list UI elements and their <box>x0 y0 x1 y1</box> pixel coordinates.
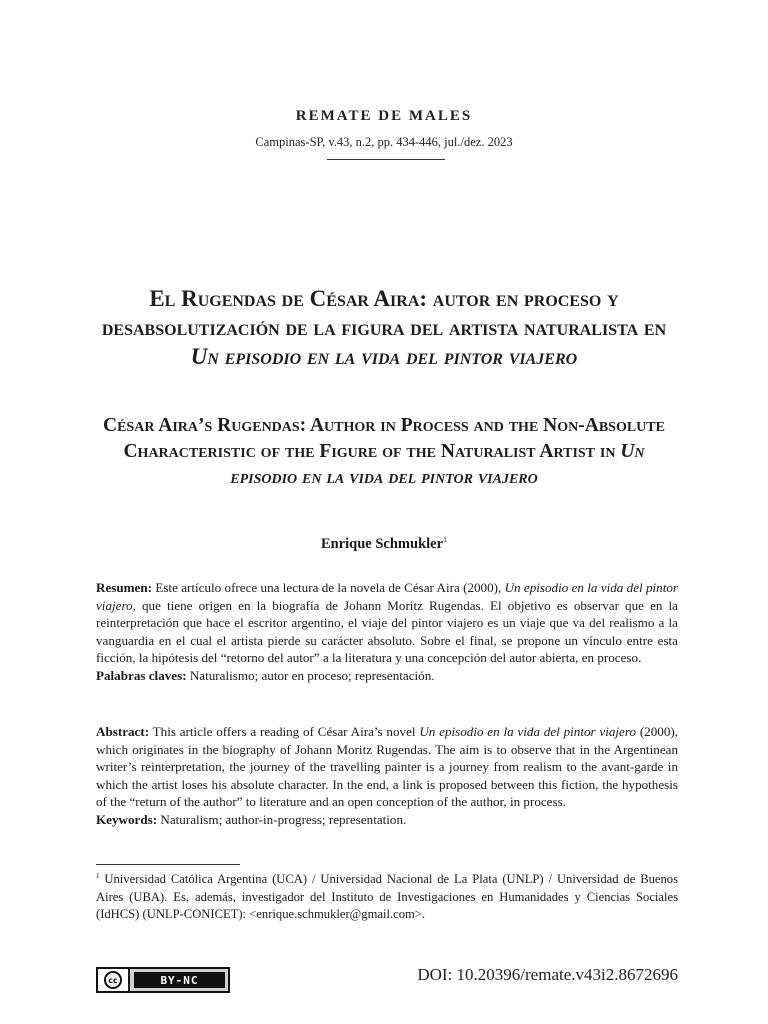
author-name <box>0 535 768 553</box>
issue-info: Campinas-SP, v.43, n.2, pp. 434-446, jul./dez. 2023 <box>255 135 513 149</box>
abstract-keywords-label: Keywords: <box>96 811 158 827</box>
journal-name: REMATE DE MALES <box>295 108 473 124</box>
abstract-text-1: This article offers a reading of César Aira’s novel <box>149 724 420 739</box>
resumen-keywords-text: Naturalismo; autor en proceso; representación. <box>186 667 435 683</box>
header-divider <box>327 159 445 160</box>
footnote-text: Universidad Católica Argentina (UCA) / Universidad Nacional de La Plata (UNLP) / Universidad de Buenos Aires (UBA). Es, además, investigador del Instituto de Investigaciones en Humanidades y Ciencias Sociales (IdHCS) (UNLP-CONICET): <enrique.schmukler@gmail.com>. <box>96 872 678 922</box>
resumen-keywords-label: Palabras claves: <box>96 667 187 683</box>
resumen-text-2: , que tiene origen en la biografía de Johann Moritz Rugendas. El objetivo es observar que en la reinterpretación que hace el escritor argentino, el viaje del pintor viajero es un viaje que va del realismo a la vanguardia en el cual el artista pierde su carácter absoluto. Sobre el final, se propone un vínculo entre esta ficción, la hipótesis del “retorno del autor” a la literatura y una concepción del autor abierta, en proceso. <box>96 597 678 666</box>
resumen-text-1: Este artículo ofrece una lectura de la novela de César Aira (2000), <box>152 580 505 595</box>
title-english-italic: Un episodio en la vida del pintor viajero <box>230 441 645 488</box>
abstract-keywords-text: Naturalism; author-in-progress; representation. <box>157 811 407 827</box>
author-footnote-mark[interactable]: 1 <box>443 535 448 544</box>
abstract-label: Abstract: <box>96 724 150 739</box>
abstract-section <box>96 723 678 829</box>
resumen-section <box>96 579 678 685</box>
abstract-text-2: (2000), which originates in the biography of Johann Moritz Rugendas. The aim is to observe that in the Argentinean writer’s reinterpretation, the journey of the travelling painter is a journey from realism to the avant-garde in which the artist loses his absolute character. In the end, a link is proposed between this fiction, the hypothesis of the “return of the author” to literature and an open conception of the author, in process. <box>96 724 678 810</box>
title-english-text: César Aira’s Rugendas: Author in Process and the Non-Absolute Characteristic of the Figure of the Naturalist Artist in <box>103 415 665 462</box>
footnote <box>96 868 678 924</box>
title-spanish <box>90 284 678 371</box>
abstract-keywords <box>96 811 678 829</box>
footnote-mark: 1 <box>96 872 100 880</box>
cc-logo <box>98 969 130 991</box>
abstract-italic: Un episodio en la vida del pintor viajero <box>419 724 637 739</box>
author-name-text: Enrique Schmukler <box>320 535 444 552</box>
creative-commons-icon: cc <box>104 971 122 989</box>
footnote-divider <box>96 864 240 865</box>
title-spanish-italic: Un episodio en la vida del pintor viajero <box>190 344 578 369</box>
cc-license-badge[interactable] <box>96 967 230 993</box>
abstract-paragraph <box>96 723 678 811</box>
resumen-paragraph <box>96 579 678 667</box>
title-spanish-text: El Rugendas de César Aira: autor en proceso y desabsolutización de la figura del artista naturalista en <box>101 286 667 340</box>
title-english <box>90 413 678 491</box>
resumen-italic: Un episodio en la vida del pintor viajero <box>96 580 679 613</box>
doi-link[interactable]: DOI: 10.20396/remate.v43i2.8672696 <box>417 965 678 984</box>
resumen-label: Resumen: <box>96 580 153 595</box>
resumen-keywords <box>96 667 678 685</box>
cc-license-label: BY-NC <box>134 972 225 988</box>
